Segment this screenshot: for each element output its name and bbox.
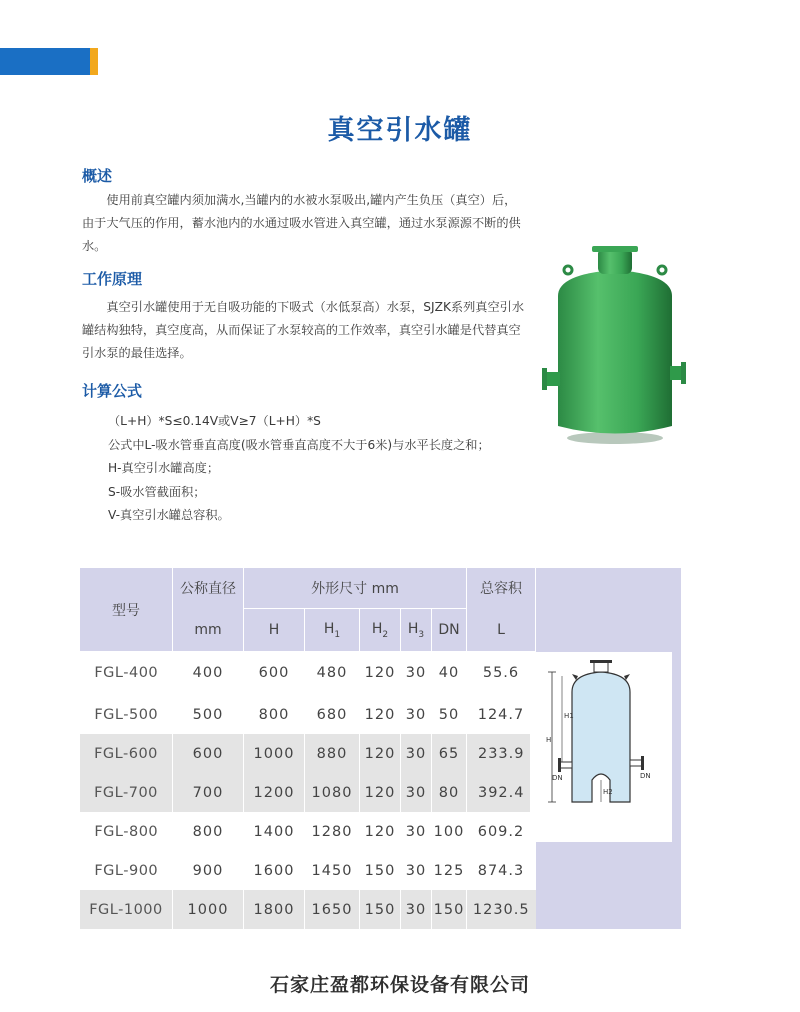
- overview-heading: 概述: [82, 167, 113, 185]
- formula-heading: 计算公式: [82, 382, 143, 400]
- principle-text: 真空引水罐使用于无自吸功能的下吸式（水低泵高）水泵，SJZK系列真空引水罐结构独特，真空度高，从而保证了水泵较高的工作效率，真空引水罐是代替真空引水泵的最佳选择。: [82, 300, 525, 360]
- formula-line: （L+H）*S≤0.14V或V≥7（L+H）*S: [108, 414, 321, 428]
- diagram-label-h1: H1: [564, 712, 574, 720]
- overview-text: 使用前真空罐内须加满水,当罐内的水被水泵吸出,罐内产生负压（真空）后，由于大气压的作用，蓄水池内的水通过吸水管进入真空罐，通过水泵源源不断的供水。: [82, 193, 521, 253]
- diagram-label-h: H: [546, 736, 552, 744]
- diagram-label-h2: H2: [603, 788, 613, 796]
- header-model: 型号: [80, 568, 173, 651]
- col-h1: $H_1$: [305, 609, 360, 652]
- header-blue-bar: [0, 48, 90, 75]
- formula-lines: [108, 410, 490, 528]
- col-dn: DN: [432, 609, 467, 652]
- header-orange-accent: [90, 48, 98, 75]
- table-row: FGL-900 900 1600 1450 150 30 125 874.3: [94, 862, 525, 879]
- page-title: 真空引水罐: [327, 115, 473, 146]
- header-volume: 总容积: [467, 568, 536, 609]
- principle-heading: 工作原理: [82, 270, 143, 288]
- unit-mm: mm: [173, 609, 244, 652]
- tank-diagram: [530, 652, 672, 842]
- diagram-label-dn-left: DN: [552, 774, 563, 782]
- formula-line: H-真空引水罐高度；: [108, 461, 220, 475]
- unit-l: L: [467, 609, 536, 652]
- table-row: FGL-600 600 1000 880 120 30 65 233.9: [80, 734, 681, 773]
- tank-photo: [540, 236, 690, 446]
- formula-line: 公式中L-吸水管垂直高度(吸水管垂直高度不大于6米)与水平长度之和；: [108, 437, 490, 452]
- table-row: FGL-1000 1000 1800 1650 150 30 150 1230.5: [80, 890, 681, 929]
- col-h3: $H_3$: [401, 609, 432, 652]
- col-h: H: [244, 609, 305, 652]
- col-h2: $H_2$: [360, 609, 401, 652]
- table-header-row: [80, 568, 681, 609]
- company-name: 石家庄盈都环保设备有限公司: [269, 974, 530, 996]
- table-row: FGL-700 700 1200 1080 120 30 80 392.4: [80, 773, 681, 812]
- header-diameter: 公称直径: [173, 568, 244, 609]
- formula-line: V-真空引水罐总容积。: [108, 508, 230, 522]
- tank-diagram-drawing: [530, 652, 672, 842]
- table-row: FGL-800 800 1400 1280 120 30 100 609.2: [94, 823, 525, 840]
- header-dims: 外形尺寸 mm: [244, 568, 467, 609]
- diagram-label-dn-right: DN: [640, 772, 651, 780]
- table-row: FGL-400 400 600 480 120 30 40 55.6: [94, 665, 520, 681]
- formula-line: S-吸水管截面积；: [108, 484, 206, 499]
- table-row: FGL-500 500 800 680 120 30 50 124.7: [94, 706, 525, 723]
